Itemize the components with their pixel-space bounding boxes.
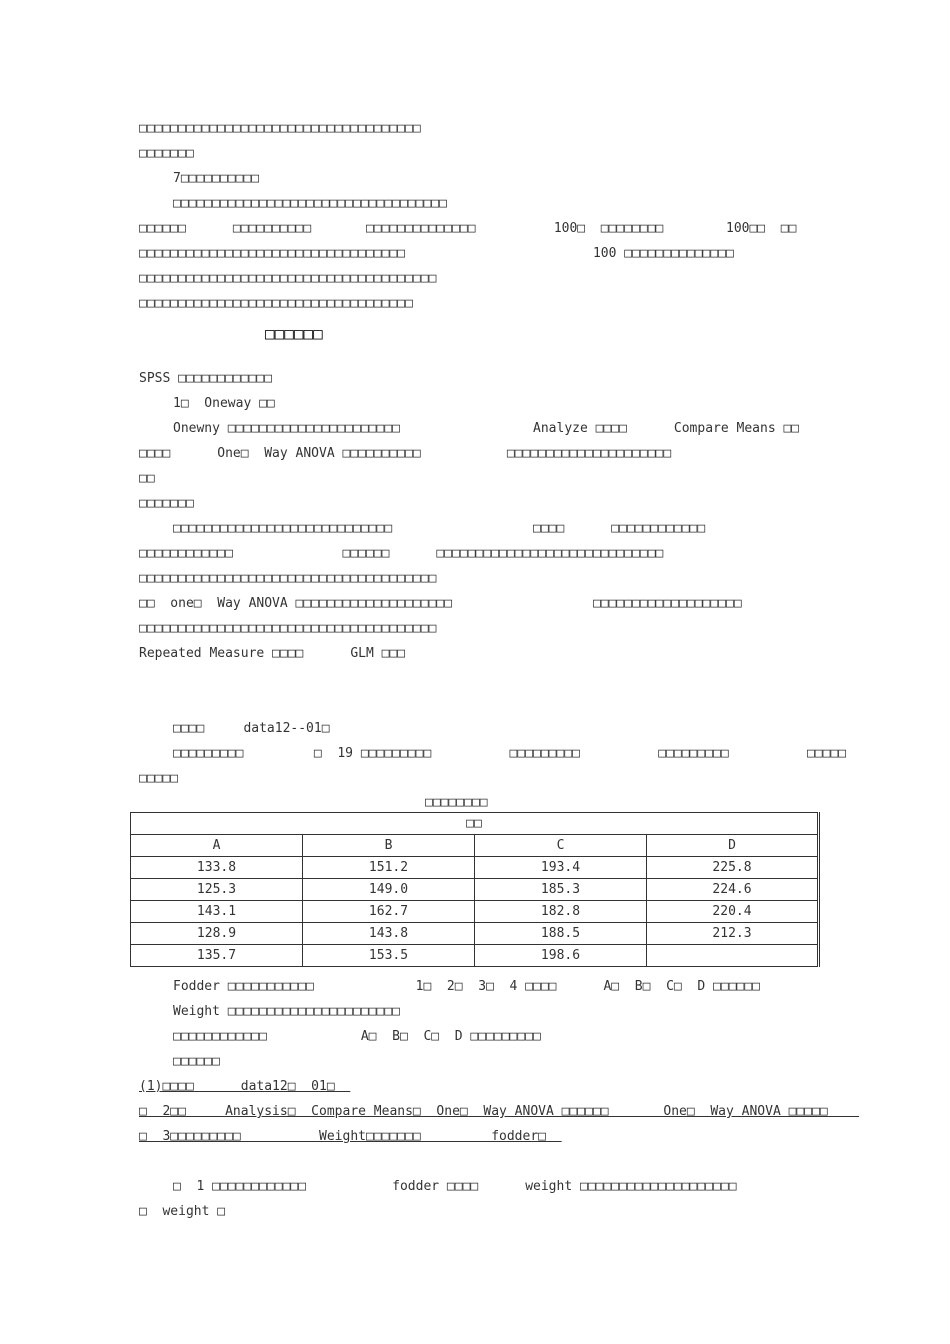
text-line: □ 3□□□□□□□□□ Weight□□□□□□□ fodder□	[139, 1129, 562, 1144]
text-line: □□□□□□□□□□□□□□□□□□□□□□□□□□□□□□□□□□□□□□	[139, 271, 437, 286]
text-line: □□□□□□□□□□□□□□□□□□□□□□□□□□□□ □□□□ □□□□□□□□□□□□	[173, 521, 706, 536]
table-cell: 149.0	[303, 879, 475, 901]
text-line: □□□□□□□□□□□□□□□□□□□□□□□□□□□□□□□□□□ 100 □□□□□□□□□□□□□□	[139, 246, 734, 261]
text-line: □□□□□□□	[139, 146, 194, 161]
table-cell: 225.8	[647, 857, 819, 879]
table-cell: 135.7	[131, 945, 303, 967]
text-line: □□□□□□□□□□□□ □□□□□□ □□□□□□□□□□□□□□□□□□□□□□□□□□□□□	[139, 546, 664, 561]
column-header: D	[647, 835, 819, 857]
table-cell: 198.6	[475, 945, 647, 967]
text-line: □ 2□□ Analysis□ Compare Means□ One□ Way ANOVA □□□□□□ One□ Way ANOVA □□□□□	[139, 1104, 860, 1119]
text-line: □□□□□□□□□□□□ A□ B□ C□ D □□□□□□□□□	[173, 1029, 541, 1044]
text-line: □□□□□□□□□□□□□□□□□□□□□□□□□□□□□□□□□□□	[139, 296, 413, 311]
table-cell: 128.9	[131, 923, 303, 945]
text-line: □□□□□□□□□□□□□□□□□□□□□□□□□□□□□□□□□□□□	[139, 121, 421, 136]
text-line: Onewny □□□□□□□□□□□□□□□□□□□□□□ Analyze □□□□ Compare Means □□	[173, 421, 800, 436]
text-line: 7□□□□□□□□□□	[173, 171, 260, 186]
text-line: □□□□ One□ Way ANOVA □□□□□□□□□□ □□□□□□□□□□□□□□□□□□□□□	[139, 446, 672, 461]
table-row	[131, 945, 819, 967]
table-cell: 185.3	[475, 879, 647, 901]
text-line: Weight □□□□□□□□□□□□□□□□□□□□□□	[173, 1004, 400, 1019]
column-header: C	[475, 835, 647, 857]
column-header: A	[131, 835, 303, 857]
text-line: □□□□□	[139, 771, 179, 786]
text-line: □□□□□□□	[139, 496, 194, 511]
text-line: □□□□□□□□□□□□□□□□□□□□□□□□□□□□□□□□□□□	[173, 196, 447, 211]
table-cell: 193.4	[475, 857, 647, 879]
table-group-header: □□	[131, 813, 819, 835]
text-line: □ weight □	[139, 1204, 226, 1219]
text-line: □□□□□□□□	[425, 795, 488, 810]
table-cell: 182.8	[475, 901, 647, 923]
text-line: □□□□□□□□□ □ 19 □□□□□□□□□ □□□□□□□□□ □□□□□□□□□ □□□□□	[173, 746, 847, 761]
table-cell: 153.5	[303, 945, 475, 967]
table-cell: 151.2	[303, 857, 475, 879]
text-line: □ 1 □□□□□□□□□□□□ fodder □□□□ weight □□□□□□□□□□□□□□□□□□□□	[173, 1179, 737, 1194]
table-row	[131, 857, 819, 879]
table-cell: 162.7	[303, 901, 475, 923]
text-line: □□	[139, 471, 155, 486]
column-header: B	[303, 835, 475, 857]
data-table	[130, 812, 820, 967]
table-cell: 133.8	[131, 857, 303, 879]
text-line: □□□□□□	[173, 1054, 220, 1069]
text-line: □□ one□ Way ANOVA □□□□□□□□□□□□□□□□□□□□ □□□□□□□□□□□□□□□□□□□	[139, 596, 742, 611]
table-cell: 143.1	[131, 901, 303, 923]
table-cell: 188.5	[475, 923, 647, 945]
table-cell: 212.3	[647, 923, 819, 945]
text-line: (1)□□□□ data12□ 01□	[139, 1079, 351, 1094]
table-row	[131, 923, 819, 945]
text-line: 1□ Oneway □□	[173, 396, 275, 411]
text-line: □□□□□□□□□□□□□□□□□□□□□□□□□□□□□□□□□□□□□□	[139, 571, 437, 586]
table-row	[131, 879, 819, 901]
table-row	[131, 901, 819, 923]
text-line: □□□□□□□□□□□□□□□□□□□□□□□□□□□□□□□□□□□□□□	[139, 621, 437, 636]
text-line: Fodder □□□□□□□□□□□ 1□ 2□ 3□ 4 □□□□ A□ B□ C□ D □□□□□□	[173, 979, 760, 994]
table-cell: 220.4	[647, 901, 819, 923]
text-line: □□□□□□ □□□□□□□□□□ □□□□□□□□□□□□□□ 100□ □□□□□□□□ 100□□ □□	[139, 221, 797, 236]
table-cell	[647, 945, 819, 967]
text-line: SPSS □□□□□□□□□□□□	[139, 371, 273, 386]
table-cell: 143.8	[303, 923, 475, 945]
text-line: Repeated Measure □□□□ GLM □□□	[139, 646, 406, 661]
table-cell: 125.3	[131, 879, 303, 901]
text-line: □□□□ data12--01□	[173, 721, 330, 736]
section-heading: □□□□□□	[265, 324, 323, 343]
table-cell: 224.6	[647, 879, 819, 901]
